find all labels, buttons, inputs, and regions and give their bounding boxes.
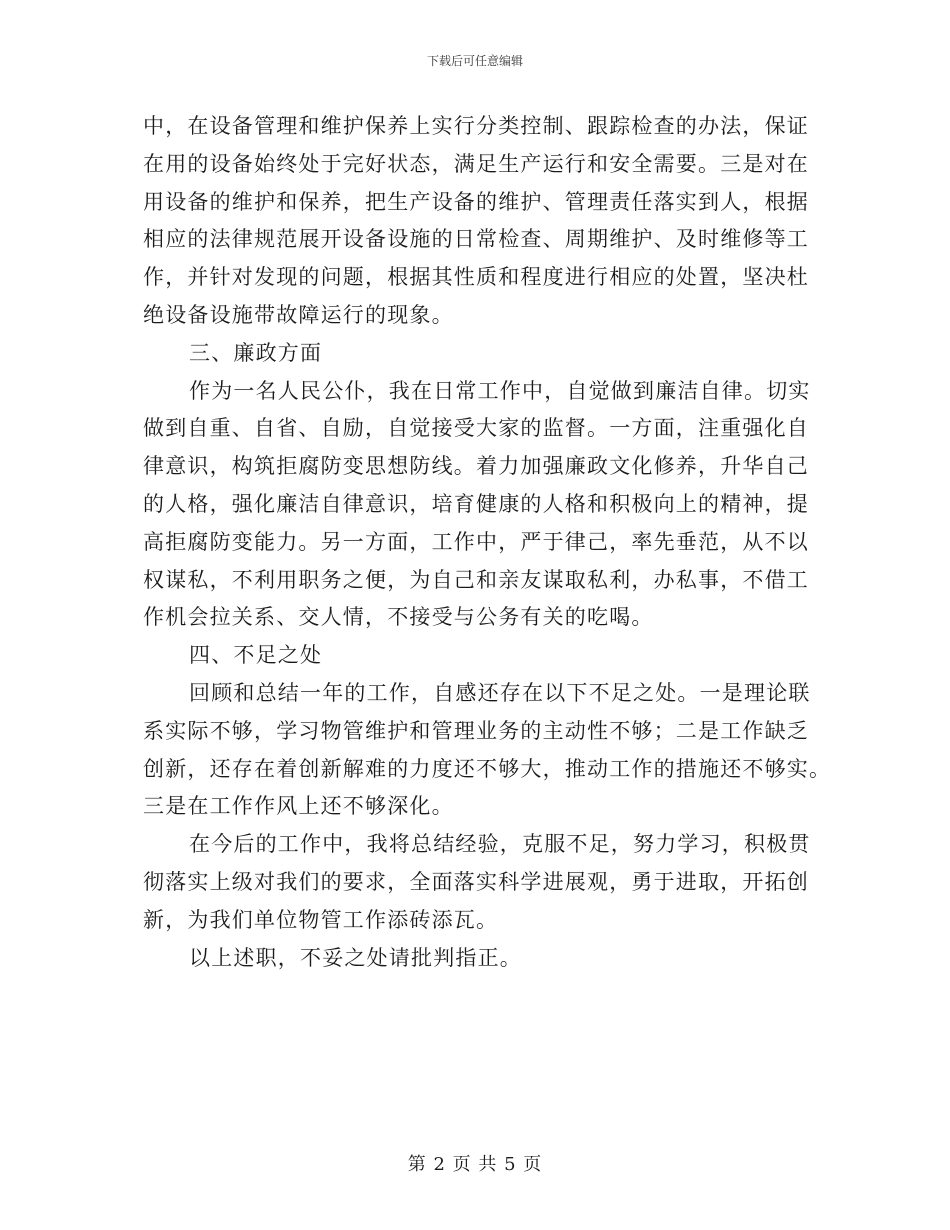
body-line: 权谋私，不利用职务之便，为自己和亲友谋取私利，办私事，不借工: [143, 567, 809, 592]
page-number: 第 2 页 共 5 页: [407, 1154, 543, 1175]
body-line: 系实际不够，学习物管维护和管理业务的主动性不够；二是工作缺乏: [143, 718, 809, 743]
body-line: 高拒腐防变能力。另一方面，工作中，严于律己，率先垂范，从不以: [143, 529, 809, 554]
closing-line: 以上述职，不妥之处请批判指正。: [189, 945, 522, 970]
body-line: 在今后的工作中，我将总结经验，克服不足，努力学习，积极贯: [189, 832, 811, 857]
body-line: 绝设备设施带故障运行的现象。: [143, 302, 454, 327]
body-line: 回顾和总结一年的工作，自感还存在以下不足之处。一是理论联: [189, 680, 811, 705]
body-line: 作，并针对发现的问题，根据其性质和程度进行相应的处置，坚决杜: [143, 265, 809, 290]
body-line: 在用的设备始终处于完好状态，满足生产运行和安全需要。三是对在: [143, 151, 809, 176]
body-line: 用设备的维护和保养，把生产设备的维护、管理责任落实到人，根据: [143, 189, 809, 214]
body-line: 作机会拉关系、交人情，不接受与公务有关的吃喝。: [143, 605, 654, 630]
body-line: 相应的法律规范展开设备设施的日常检查、周期维护、及时维修等工: [143, 227, 809, 252]
document-body: [143, 108, 832, 977]
body-line: 新，为我们单位物管工作添砖添瓦。: [143, 907, 499, 932]
body-line: 做到自重、自省、自励，自觉接受大家的监督。一方面，注重强化自: [143, 416, 809, 441]
body-line: 三是在工作作风上还不够深化。: [143, 794, 454, 819]
body-line: 中，在设备管理和维护保养上实行分类控制、跟踪检查的办法，保证: [143, 114, 809, 138]
body-line: 创新，还存在着创新解难的力度还不够大，推动工作的措施还不够实。: [143, 756, 832, 781]
body-line: 律意识，构筑拒腐防变思想防线。着力加强廉政文化修养，升华自己: [143, 454, 809, 479]
page-header-note: 下载后可任意编辑: [426, 54, 523, 68]
section-heading-shortcomings: 四、不足之处: [189, 643, 323, 668]
section-heading-integrity: 三、廉政方面: [189, 340, 323, 365]
body-line: 作为一名人民公仆，我在日常工作中，自觉做到廉洁自律。切实: [189, 378, 811, 403]
body-line: 彻落实上级对我们的要求，全面落实科学进展观，勇于进取，开拓创: [143, 869, 809, 894]
body-line: 的人格，强化廉洁自律意识，培育健康的人格和积极向上的精神，提: [143, 491, 809, 516]
